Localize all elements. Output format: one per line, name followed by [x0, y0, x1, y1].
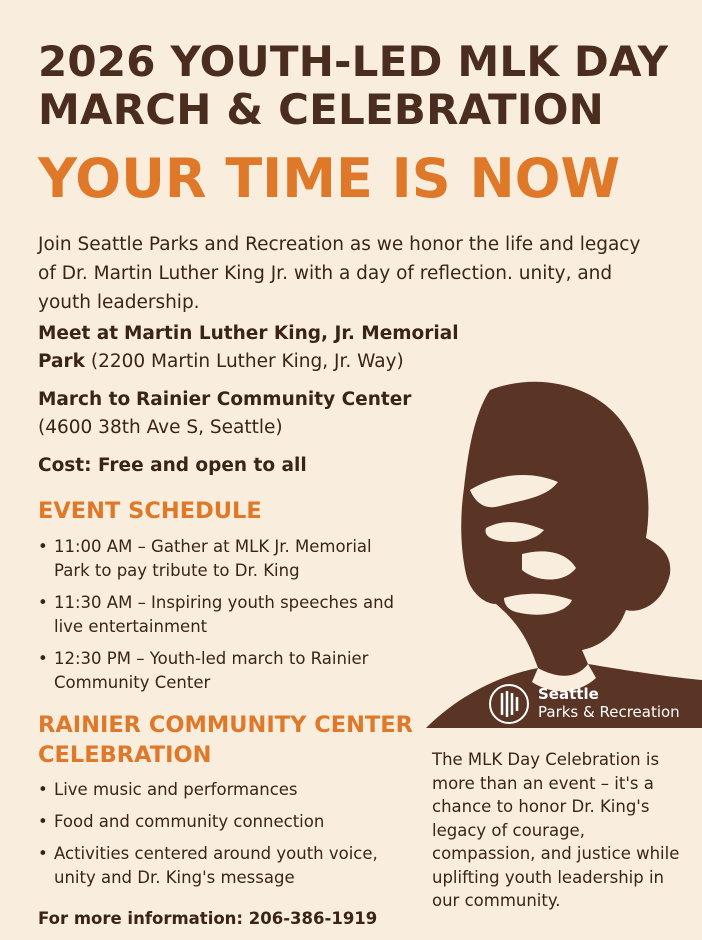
title-line-1: 2026 YOUTH-LED MLK DAY — [38, 37, 669, 86]
celebration-item: • Food and community connection — [38, 810, 398, 834]
logo-line-2: Parks & Recreation — [538, 703, 680, 721]
celebration-item: • Activities centered around youth voice, unity and Dr. King's message — [38, 842, 398, 889]
celebration-heading: RAINIER COMMUNITY CENTER CELEBRATION — [38, 712, 413, 768]
seattle-parks-logo — [538, 685, 680, 721]
schedule-heading: EVENT SCHEDULE — [38, 498, 262, 524]
meet-prefix: Meet at — [38, 323, 119, 344]
celebration-item: • Live music and performances — [38, 778, 398, 802]
march-prefix: March to — [38, 389, 131, 410]
schedule-list — [38, 535, 398, 703]
meet-place: Martin Luther King, Jr. Memorial Park — [38, 323, 459, 372]
celebration-list — [38, 778, 398, 898]
march-destination — [38, 386, 458, 442]
seattle-parks-logo-icon — [488, 683, 530, 725]
march-place: Rainier Community Center — [136, 389, 412, 410]
tagline: YOUR TIME IS NOW — [38, 147, 621, 210]
mlk-portrait-illustration — [426, 378, 702, 728]
intro-paragraph: Join Seattle Parks and Recreation as we honor the life and legacy of Dr. Martin Luther King Jr. with a day of reflection. unity, and youth leadership. — [38, 234, 641, 313]
march-address: (4600 38th Ave S, Seattle) — [38, 417, 283, 438]
cost-line: Cost: Free and open to all — [38, 455, 307, 476]
title-line-2: MARCH & CELEBRATION — [38, 85, 604, 134]
schedule-item: • 11:00 AM – Gather at MLK Jr. Memorial Park to pay tribute to Dr. King — [38, 535, 398, 582]
meet-address: (2200 Martin Luther King, Jr. Way) — [90, 351, 404, 372]
meet-location — [38, 320, 488, 376]
schedule-item: • 11:30 AM – Inspiring youth speeches and live entertainment — [38, 591, 398, 638]
logo-line-1: Seattle — [538, 685, 599, 703]
celebration-quote: The MLK Day Celebration is more than an event – it's a chance to honor Dr. King's legacy of courage, compassion, and justice while uplifting youth leadership in our community. — [432, 750, 680, 910]
schedule-item: • 12:30 PM – Youth-led march to Rainier Community Center — [38, 647, 398, 694]
contact-info: For more information: 206-386-1919 — [38, 909, 378, 928]
flyer-title — [38, 38, 678, 134]
